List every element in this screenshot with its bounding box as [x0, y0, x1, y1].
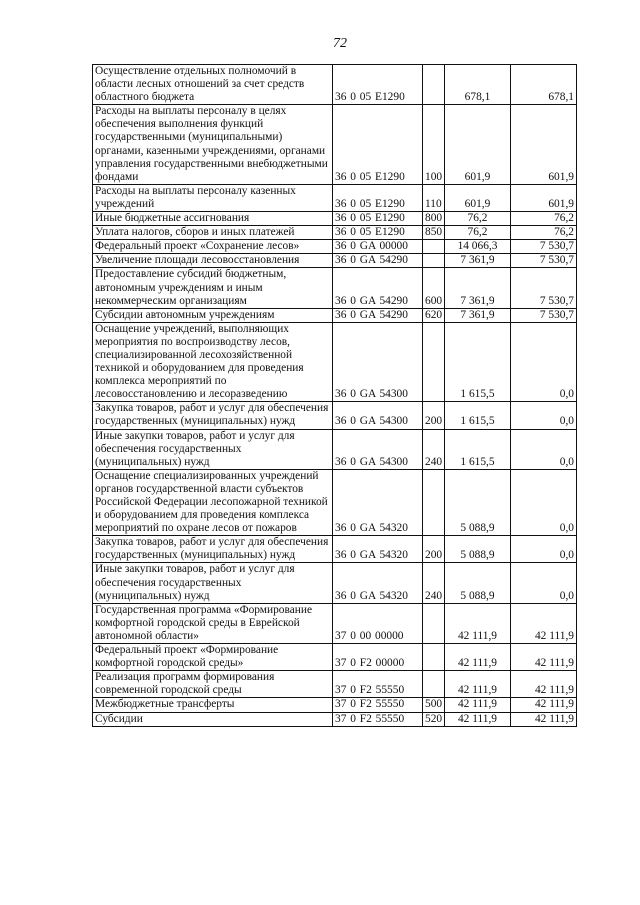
row-amount-2-cell: 76,2	[511, 212, 577, 226]
row-name-cell: Субсидии	[93, 712, 333, 726]
row-name-cell: Расходы на выплаты персоналу казенных учреждений	[93, 184, 333, 211]
row-amount-1-cell: 601,9	[445, 184, 511, 211]
row-amount-1-cell: 7 361,9	[445, 254, 511, 268]
row-amount-2-cell: 0,0	[511, 469, 577, 535]
row-code-cell: 36 0 GA 54300	[333, 402, 423, 429]
row-name-cell: Оснащение специализированных учреждений органов государственной власти субъектов Российской Федерации лесопожарной техникой и оборудованием для проведения комплекса мероприятий по охране лесов от пожаров	[93, 469, 333, 535]
row-name-cell: Федеральный проект «Формирование комфортной городской среды»	[93, 644, 333, 671]
row-code-cell: 36 0 GA 54320	[333, 563, 423, 603]
table-row	[93, 322, 577, 402]
table-row	[93, 268, 577, 308]
row-code-cell: 36 0 GA 54320	[333, 469, 423, 535]
row-expense-type-cell	[423, 603, 445, 643]
row-amount-1-cell: 76,2	[445, 212, 511, 226]
row-expense-type-cell: 200	[423, 402, 445, 429]
table-row	[93, 429, 577, 469]
row-expense-type-cell: 800	[423, 212, 445, 226]
row-expense-type-cell: 110	[423, 184, 445, 211]
table-row	[93, 536, 577, 563]
row-name-cell: Закупка товаров, работ и услуг для обеспечения государственных (муниципальных) нужд	[93, 402, 333, 429]
table-row	[93, 712, 577, 726]
row-amount-1-cell: 42 111,9	[445, 698, 511, 712]
row-amount-2-cell: 42 111,9	[511, 671, 577, 698]
row-amount-1-cell: 1 615,5	[445, 429, 511, 469]
row-code-cell: 36 0 GA 54320	[333, 536, 423, 563]
row-amount-2-cell: 601,9	[511, 105, 577, 185]
row-expense-type-cell: 500	[423, 698, 445, 712]
row-expense-type-cell	[423, 65, 445, 105]
row-amount-2-cell: 76,2	[511, 226, 577, 240]
row-code-cell: 36 0 05 E1290	[333, 105, 423, 185]
table-row	[93, 212, 577, 226]
row-amount-2-cell: 42 111,9	[511, 603, 577, 643]
row-code-cell: 36 0 05 E1290	[333, 65, 423, 105]
row-code-cell: 36 0 GA 54290	[333, 268, 423, 308]
row-code-cell: 37 0 F2 55550	[333, 698, 423, 712]
row-code-cell: 36 0 05 E1290	[333, 212, 423, 226]
row-amount-1-cell: 5 088,9	[445, 469, 511, 535]
row-amount-2-cell: 7 530,7	[511, 308, 577, 322]
row-amount-1-cell: 7 361,9	[445, 268, 511, 308]
table-row	[93, 254, 577, 268]
row-amount-1-cell: 14 066,3	[445, 240, 511, 254]
table-row	[93, 563, 577, 603]
row-amount-1-cell: 1 615,5	[445, 402, 511, 429]
budget-table	[92, 64, 577, 727]
row-expense-type-cell	[423, 240, 445, 254]
table-row	[93, 603, 577, 643]
row-code-cell: 37 0 F2 00000	[333, 644, 423, 671]
table-row	[93, 469, 577, 535]
row-code-cell: 36 0 GA 54300	[333, 322, 423, 402]
table-row	[93, 402, 577, 429]
table-row	[93, 226, 577, 240]
row-expense-type-cell: 240	[423, 563, 445, 603]
row-amount-1-cell: 76,2	[445, 226, 511, 240]
row-expense-type-cell	[423, 322, 445, 402]
row-code-cell: 37 0 00 00000	[333, 603, 423, 643]
row-name-cell: Межбюджетные трансферты	[93, 698, 333, 712]
row-amount-1-cell: 601,9	[445, 105, 511, 185]
page-number: 72	[333, 36, 347, 51]
row-name-cell: Иные закупки товаров, работ и услуг для обеспечения государственных (муниципальных) нужд	[93, 429, 333, 469]
row-name-cell: Увеличение площади лесовосстановления	[93, 254, 333, 268]
table-row	[93, 308, 577, 322]
row-code-cell: 36 0 05 E1290	[333, 184, 423, 211]
table-row	[93, 671, 577, 698]
row-code-cell: 36 0 GA 00000	[333, 240, 423, 254]
row-name-cell: Иные закупки товаров, работ и услуг для обеспечения государственных (муниципальных) нужд	[93, 563, 333, 603]
row-amount-2-cell: 7 530,7	[511, 254, 577, 268]
row-code-cell: 37 0 F2 55550	[333, 671, 423, 698]
row-code-cell: 36 0 GA 54290	[333, 308, 423, 322]
row-name-cell: Осуществление отдельных полномочий в области лесных отношений за счет средств областного бюджета	[93, 65, 333, 105]
row-name-cell: Предоставление субсидий бюджетным, автономным учреждениям и иным некоммерческим организациям	[93, 268, 333, 308]
row-amount-2-cell: 601,9	[511, 184, 577, 211]
row-amount-1-cell: 678,1	[445, 65, 511, 105]
row-amount-1-cell: 42 111,9	[445, 603, 511, 643]
row-expense-type-cell: 240	[423, 429, 445, 469]
row-amount-2-cell: 42 111,9	[511, 644, 577, 671]
table-row	[93, 184, 577, 211]
row-expense-type-cell	[423, 469, 445, 535]
row-amount-2-cell: 42 111,9	[511, 698, 577, 712]
row-expense-type-cell: 620	[423, 308, 445, 322]
table-row	[93, 240, 577, 254]
row-expense-type-cell: 600	[423, 268, 445, 308]
row-amount-2-cell: 0,0	[511, 536, 577, 563]
row-amount-1-cell: 42 111,9	[445, 671, 511, 698]
row-amount-1-cell: 1 615,5	[445, 322, 511, 402]
row-amount-2-cell: 0,0	[511, 563, 577, 603]
row-name-cell: Субсидии автономным учреждениям	[93, 308, 333, 322]
table-row	[93, 644, 577, 671]
row-amount-2-cell: 0,0	[511, 322, 577, 402]
row-name-cell: Реализация программ формирования современной городской среды	[93, 671, 333, 698]
row-code-cell: 36 0 GA 54290	[333, 254, 423, 268]
row-amount-1-cell: 42 111,9	[445, 712, 511, 726]
budget-table-body	[93, 65, 577, 727]
row-name-cell: Иные бюджетные ассигнования	[93, 212, 333, 226]
row-name-cell: Закупка товаров, работ и услуг для обеспечения государственных (муниципальных) нужд	[93, 536, 333, 563]
row-expense-type-cell	[423, 671, 445, 698]
row-expense-type-cell	[423, 254, 445, 268]
row-amount-2-cell: 7 530,7	[511, 240, 577, 254]
row-amount-1-cell: 7 361,9	[445, 308, 511, 322]
row-code-cell: 36 0 GA 54300	[333, 429, 423, 469]
row-name-cell: Уплата налогов, сборов и иных платежей	[93, 226, 333, 240]
row-expense-type-cell: 100	[423, 105, 445, 185]
table-row	[93, 105, 577, 185]
table-row	[93, 698, 577, 712]
row-expense-type-cell: 850	[423, 226, 445, 240]
row-code-cell: 36 0 05 E1290	[333, 226, 423, 240]
row-amount-2-cell: 42 111,9	[511, 712, 577, 726]
row-name-cell: Государственная программа «Формирование комфортной городской среды в Еврейской автономной области»	[93, 603, 333, 643]
row-amount-2-cell: 0,0	[511, 402, 577, 429]
row-amount-2-cell: 0,0	[511, 429, 577, 469]
row-amount-1-cell: 42 111,9	[445, 644, 511, 671]
row-amount-1-cell: 5 088,9	[445, 536, 511, 563]
row-code-cell: 37 0 F2 55550	[333, 712, 423, 726]
row-expense-type-cell: 520	[423, 712, 445, 726]
row-amount-2-cell: 7 530,7	[511, 268, 577, 308]
row-name-cell: Расходы на выплаты персоналу в целях обеспечения выполнения функций государственными (муниципальными) органами, казенными учреждениями, органами управления государственными внебюджетными фондами	[93, 105, 333, 185]
row-name-cell: Федеральный проект «Сохранение лесов»	[93, 240, 333, 254]
row-expense-type-cell	[423, 644, 445, 671]
row-expense-type-cell: 200	[423, 536, 445, 563]
row-amount-1-cell: 5 088,9	[445, 563, 511, 603]
row-name-cell: Оснащение учреждений, выполняющих мероприятия по воспроизводству лесов, специализированной лесохозяйственной техникой и оборудованием для проведения комплекса мероприятий по лесовосстановлению и лесоразведению	[93, 322, 333, 402]
table-row	[93, 65, 577, 105]
row-amount-2-cell: 678,1	[511, 65, 577, 105]
